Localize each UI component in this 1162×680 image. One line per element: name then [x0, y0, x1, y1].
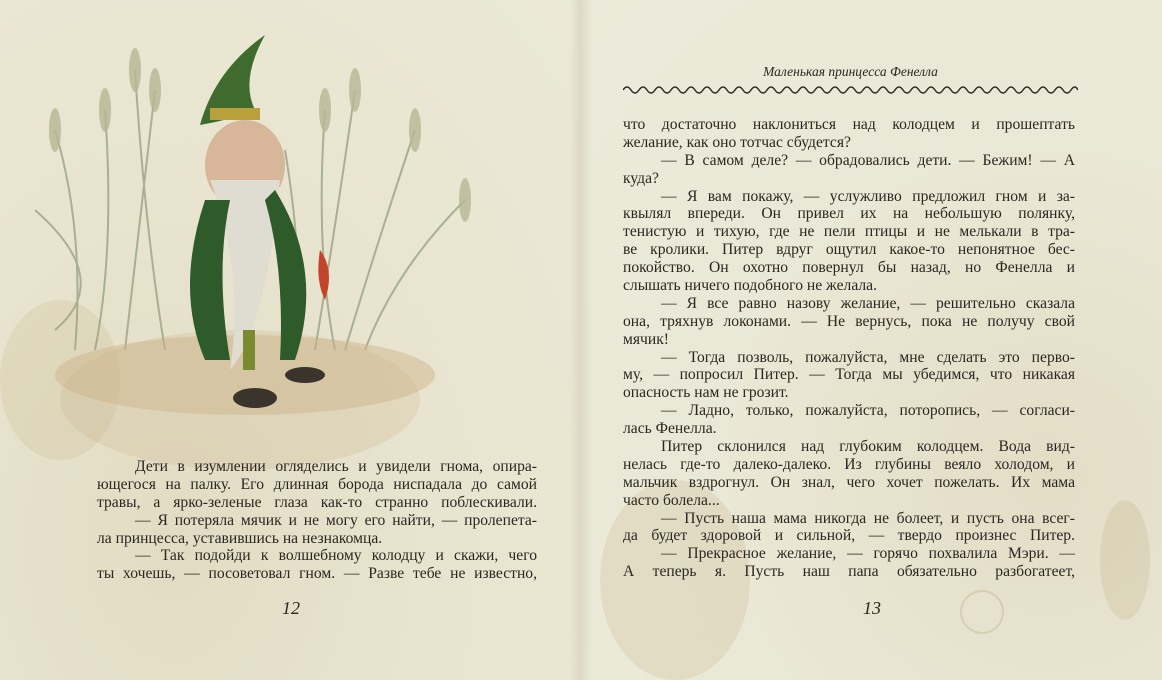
text-line: — Я вам покажу, — услужливо предложил гном и за- [661, 187, 1075, 205]
text-line: нелась где-то далеко-далеко. Из глубины веяло холодом, и [623, 455, 1075, 473]
text-line: Дети в изумлении огляделись и увидели гнома, опира- [135, 458, 537, 475]
text-line: Питер склонился над глубоким колодцем. Вода вид- [661, 438, 1075, 456]
ornament-divider [623, 84, 1078, 96]
text-line: что достаточно наклониться над колодцем и прошептать [623, 116, 1075, 133]
text-line: — Прекрасное желание, — горячо похвалила Мэри. — [661, 545, 1075, 563]
text-line: му, — попросил Питер. — Тогда мы убедимся, что никакая [623, 366, 1075, 384]
text-line: — Я все равно назову желание, — решительно сказала [661, 294, 1075, 312]
text-line: куда? [623, 169, 659, 187]
text-line: — Ладно, только, пожалуйста, поторопись, — согласи- [661, 402, 1075, 420]
text-line: лась Фенелла. [623, 420, 717, 438]
text-line: желание, как оно тотчас сбудется? [623, 133, 851, 151]
text-line: ты хочешь, — посоветовал гном. — Разве тебе не известно, [97, 565, 537, 583]
book-gutter [570, 0, 592, 680]
page-number-right: 13 [863, 598, 881, 618]
gnome-illustration [15, 30, 485, 420]
page-number-left: 12 [282, 598, 300, 618]
text-line: опасность нам не грозит. [623, 384, 789, 402]
text-line: травы, а ярко-зеленые глаза как-то странно поблескивали. [97, 493, 537, 511]
text-line: мальчик вздрогнул. Он знал, чего хочет пожелать. Их мама [623, 473, 1075, 491]
text-line: да будет здоровой и сильной, — твердо произнес Питер. [623, 527, 1075, 545]
text-line: — Тогда позволь, пожалуйста, мне сделать это перво- [661, 348, 1075, 366]
text-line: — Я потеряла мячик и не могу его найти, — пролепета- [135, 511, 537, 529]
text-line: часто болела... [623, 491, 720, 509]
text-line: А теперь я. Пусть наш папа обязательно разбогатеет, [623, 563, 1075, 581]
text-line: она, тряхнув локонами. — Не вернусь, пока не получу свой [623, 312, 1075, 330]
text-line: мячик! [623, 330, 669, 348]
gnome-boot [285, 367, 325, 383]
text-line: — Пусть наша мама никогда не болеет, и пусть она всег- [661, 509, 1075, 527]
text-line: тенистую и тихую, где не пели птицы и не мелькали в тра- [623, 223, 1075, 241]
text-line: — Так подойди к волшебному колодцу и скажи, чего [135, 547, 537, 565]
text-line: — В самом деле? — обрадовались дети. — Бежим! — А [661, 151, 1075, 169]
text-line: покойство. Он охотно повернул бы назад, но Фенелла и [623, 259, 1075, 277]
left-page-text [97, 458, 537, 583]
text-line: квылял впереди. Он привел их на небольшую полянку, [623, 205, 1075, 223]
text-line: ла принцесса, уставившись на незнакомца. [97, 529, 383, 547]
text-line: ющегося на палку. Его длинная борода ниспадала до самой [97, 475, 537, 493]
right-page-text [623, 116, 1075, 581]
running-header: Маленькая принцесса Фенелла [763, 64, 938, 79]
gnome-boot [233, 388, 277, 408]
text-line: ве кролики. Питер вдруг ощутил какое-то непонятное бес- [623, 241, 1075, 259]
text-line: слышать ничего подобного не желала. [623, 277, 877, 295]
